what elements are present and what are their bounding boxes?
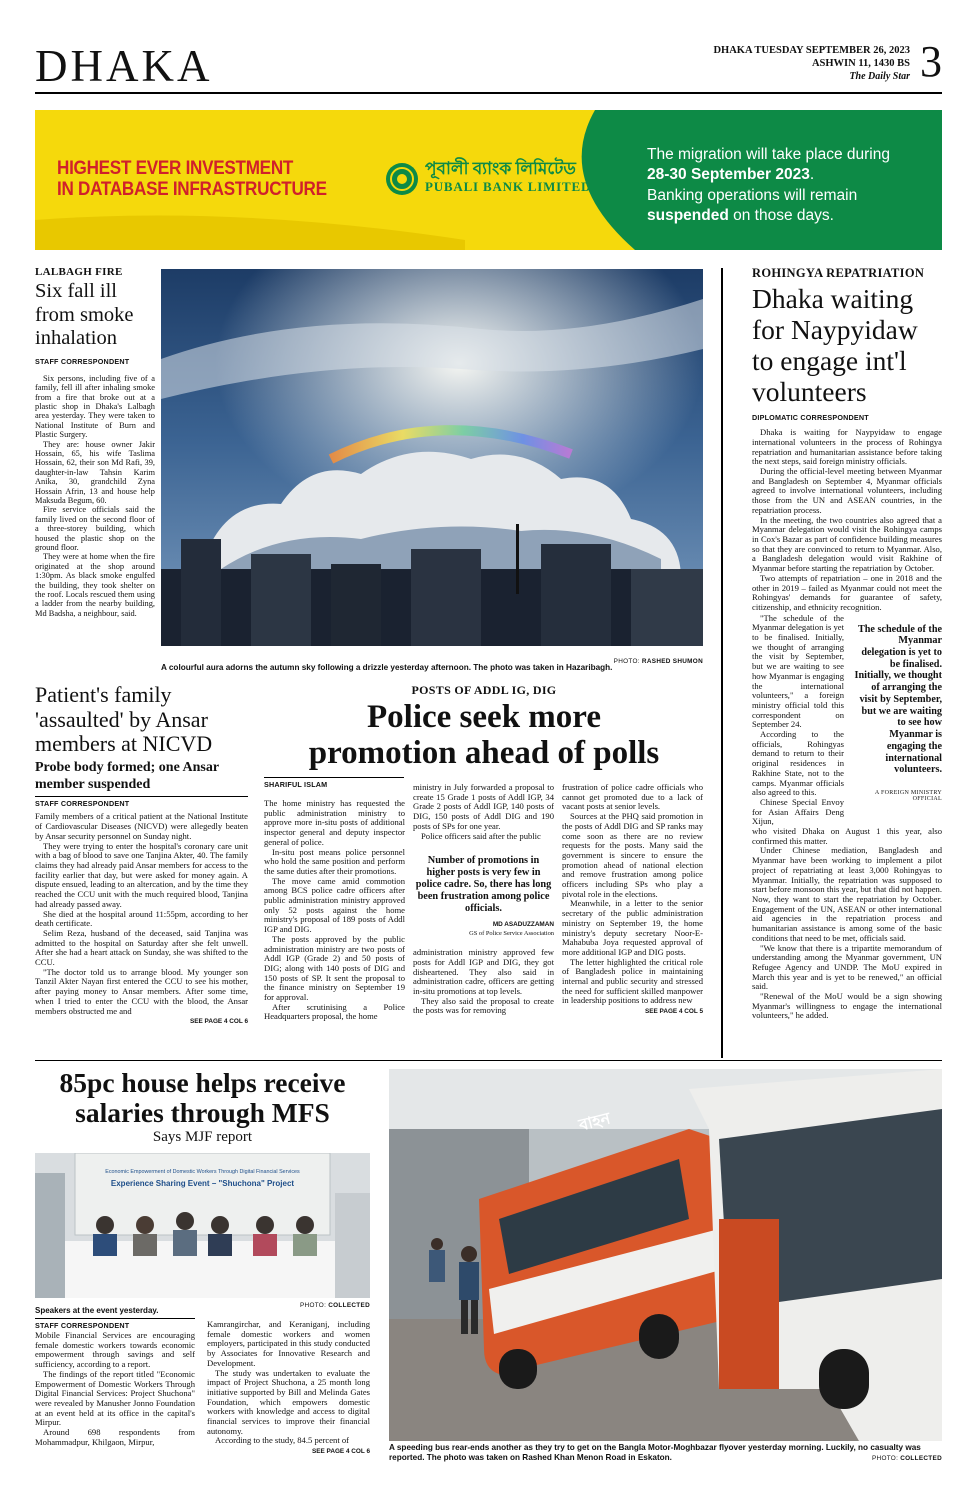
bank-advertisement[interactable] xyxy=(35,110,942,250)
paragraph: Mobile Financial Services are encouraging female domestic workers towards economic empowerment through savings and self sufficiency, according to a report. xyxy=(35,1330,195,1370)
paragraph: Six persons, including five of a family, fell ill after inhaling smoke from a fire that broke out at a plastic shop in Dhaka's Lalbagh area yesterday. They were taken to National Institute of Burn and Plastic Surgery. xyxy=(35,373,155,440)
story-kicker: POSTS OF ADDL IG, DIG xyxy=(411,683,557,697)
credit-name: COLLECTED xyxy=(328,1302,370,1309)
bank-name-bengali: পূবালী ব্যাংক লিমিটেড xyxy=(425,159,576,178)
continued-note[interactable]: SEE PAGE 4 COL 5 xyxy=(644,1008,703,1016)
police-story xyxy=(264,683,704,793)
section-title: DHAKA xyxy=(35,41,213,91)
bank-name xyxy=(425,160,591,195)
paragraph: "We know that there is a tripartite memorandum of understanding among the Myanmar government, UN Refugee Agency and UNDP. The MoU expired in March this year and is yet to be renewed," an official said. xyxy=(752,942,942,992)
paragraph: In the meeting, the two countries also agreed that a Myanmar delegation would visit the Rohingya camps in Cox's Bazar as part of confidence building measures so that they are convinced to return to Myanmar. Also, a Bangladesh delegation would visit Rakhine of Myanmar before starting the repatriation by October. xyxy=(752,514,942,574)
story-kicker: LALBAGH FIRE xyxy=(35,266,123,278)
credit-name: COLLECTED xyxy=(900,1454,942,1462)
story-kicker: ROHINGYA REPATRIATION xyxy=(752,266,925,280)
story-body-bottom xyxy=(752,827,942,1021)
masthead xyxy=(35,37,942,91)
bus-name: বাহন xyxy=(577,1110,613,1135)
story-headline: Dhaka waiting for Naypyidaw to engage int'l volunteers xyxy=(752,283,918,408)
nicvd-story xyxy=(35,683,248,1025)
col-text xyxy=(562,783,703,1006)
paragraph: In-situ post means police personnel who hold the same position and perform the same duties after their promotions. xyxy=(264,846,405,876)
photo-caption: A colourful aura adorns the autumn sky following a drizzle yesterday afternoon. The photo was taken in Hazaribagh. xyxy=(161,663,613,672)
story-headline xyxy=(35,1068,370,1127)
pull-quote-attribution: A FOREIGN MINISTRY OFFICIAL xyxy=(874,789,942,802)
story-byline: STAFF CORRESPONDENT xyxy=(35,796,248,808)
bank-logo xyxy=(385,162,419,196)
photo-caption: A speeding bus rear-ends another as they try to get on the Bangla Motor-Moghbazar flyover yesterday morning. Luckily, no casualty was reported. The photo was taken on Rashed Khan Menon Road in Eskaton. xyxy=(389,1443,921,1463)
story-headline: Patient's family 'assaulted' by Ansar members at NICVD xyxy=(35,682,213,757)
story-byline: STAFF CORRESPONDENT xyxy=(35,356,130,366)
police-col-1 xyxy=(264,799,405,1022)
paragraph: The letter highlighted the critical role of Bangladesh police in maintaining internal and public security and stressed the need for sufficient skilled manpower in leadership positions to address new xyxy=(562,956,703,1006)
ad-headline-line-2: IN DATABASE INFRASTRUCTURE xyxy=(57,179,327,201)
ad-message-3: on those days. xyxy=(728,207,834,225)
credit-name: RASHED SHUMON xyxy=(641,658,703,665)
quote-text: Number of promotions in higher posts is very few in police cadre. So, there has long been frustration among police officials. xyxy=(415,855,552,915)
page-number: 3 xyxy=(920,37,942,86)
story-byline: STAFF CORRESPONDENT xyxy=(35,1318,195,1330)
col-text-top xyxy=(413,783,554,841)
paragraph: Fire service officials said the family lived on the second floor of a three-storey building, which housed the plastic shop on the ground floor. xyxy=(35,505,155,552)
quote-role: GS of Police Service Association xyxy=(469,929,554,937)
paragraph: After scrutinising a Police Headquarters proposal, the home xyxy=(264,1001,405,1022)
ad-headline xyxy=(57,158,327,201)
credit-label: PHOTO: xyxy=(871,1454,899,1462)
event-banner xyxy=(85,1169,320,1189)
continued-note[interactable]: SEE PAGE 4 COL 6 xyxy=(311,1448,370,1456)
paragraph: The findings of the report titled "Economic Empowerment of Domestic Workers Through Digital Financial Services: Project Shuchona" were revealed by Manusher Jonno Foundation at an event held at its office in the capital's Mirpur. xyxy=(35,1368,195,1428)
banner-line-2: Experience Sharing Event – "Shuchona" Project xyxy=(110,1179,295,1189)
ad-message-dates: 28-30 September 2023 xyxy=(647,166,810,184)
paragraph: They are: house owner Jakir Hossain, 65, his wife Taslima Hossain, 62, their son Md Rafi, 39, daughter-in-law Tahsin Karim Anika, 30, grandchild Zyna Hossain Afrin, 13 and house help Maksuda Begum, 60. xyxy=(35,439,155,505)
col-text-bottom xyxy=(413,948,554,1016)
photo-caption: Speakers at the event yesterday. xyxy=(35,1306,159,1315)
paragraph: Under Chinese mediation, Bangladesh and Myanmar have been working to implement a pilot project of repatriating at least 3,000 Rohingyas to Myanmar. Initially, the repatriation was supposed to start before monsoon this year, but that did not happen. Now, they want to start the repatriation by October. Engagement of the UN, ASEAN or other international aid agencies in the repatriation process and humanitarian assistance is among some of the basic conditions that need to be met, officials said. xyxy=(752,845,942,943)
story-subhead: Probe body formed; one Ansar member suspended xyxy=(35,759,219,792)
bank-name-english: PUBALI BANK LIMITED xyxy=(425,178,592,194)
story-byline: DIPLOMATIC CORRESPONDENT xyxy=(752,413,869,423)
credit-label: PHOTO: xyxy=(613,658,640,665)
story-body-mid xyxy=(752,614,844,827)
mfs-col-1 xyxy=(35,1331,195,1447)
quote-name: MD ASADUZZAMAN xyxy=(492,921,554,929)
sky-photo-caption-row xyxy=(161,657,703,675)
police-col-3 xyxy=(562,783,703,1015)
paragraph: The home ministry has requested the public administration ministry to approve more in-situ posts of additional inspector general and deputy inspector general of police. xyxy=(264,798,405,847)
ad-message-2: Banking operations will remain xyxy=(647,186,858,204)
paragraph: The move came amid commotion among BCS police cadre officers after public administration ministry approved only 52 posts against the home ministry's proposal of 189 posts of Addl IGP and DIG. xyxy=(264,875,405,935)
bus-photo xyxy=(389,1069,942,1441)
story-headline: Six fall ill from smoke inhalation xyxy=(35,280,134,350)
ad-message-1: The migration will take place during xyxy=(647,146,890,163)
mfs-story xyxy=(35,1068,370,1146)
ad-message-suspended: suspended xyxy=(647,207,729,225)
paragraph: "The schedule of the Myanmar delegation is yet to be finalised. Initially, we thought of arranging the visit by September, but we are waiting to see how Myanmar is engaging the international volunteers," a foreign ministry official told this correspondent on September 24. xyxy=(752,612,844,730)
paragraph: Chinese Special Envoy for Asian Affairs Deng Xijun, xyxy=(752,796,844,827)
story-subhead: Says MJF report xyxy=(152,1129,253,1146)
sky-photo xyxy=(161,269,703,646)
story-body xyxy=(35,374,155,619)
pull-quote xyxy=(852,614,942,827)
bus-photo-image xyxy=(389,1069,942,1441)
section-rule xyxy=(35,1060,942,1061)
continued-note[interactable]: SEE PAGE 4 COL 6 xyxy=(189,1018,248,1026)
paragraph: "Renewal of the MoU would be a sign showing Myanmar's willingness to engage the international volunteers," he added. xyxy=(752,991,942,1021)
lalbagh-story xyxy=(35,266,155,618)
paragraph: Sources at the PHQ said promotion in the posts of Addl DIG and SP ranks may come soon as there are no review requests for the posts. Many said the government is sincere to ensure the promotion ahead of national election and remove frustration among police officers including SPs who play a pivotal role in the elections. xyxy=(562,811,703,899)
story-byline: SHARIFUL ISLAM xyxy=(264,777,404,789)
story-body-top xyxy=(752,428,942,612)
paragraph: frustration of police cadre officials who cannot get promoted due to a lack of vacant posts at senior levels. xyxy=(562,782,703,812)
event-photo-caption-row xyxy=(35,1300,370,1318)
headline-line-2: promotion ahead of polls xyxy=(308,734,660,771)
paragraph: Dhaka is waiting for Naypyidaw to engage international volunteers in the process of Rohingya repatriation and humanitarian assistance before taking the next steps, said foreign ministry officials. xyxy=(752,427,942,467)
bengali-date: ASHWIN 11, 1430 BS xyxy=(811,58,910,70)
headline-line-1: Police seek more xyxy=(367,699,601,735)
paragraph: Around 698 respondents from Mohammadpur, Khilgaon, Mirpur, xyxy=(35,1427,195,1447)
paragraph: ministry in July forwarded a proposal to create 15 Grade 1 posts of Addl IGP, 34 Grade 2 posts of Addl IGP, 140 posts of DIG, 150 posts of Addl DIG and 190 posts of SPs for one year. xyxy=(413,782,554,831)
headline-line-2: salaries through MFS xyxy=(75,1096,330,1128)
dateline: DHAKA TUESDAY SEPTEMBER 26, 2023 xyxy=(713,45,910,56)
paragraph: Kamrangirchar, and Keraniganj, including female domestic workers and women employers, participated in this study conducted by Associates for Innovative Research and Development. xyxy=(207,1319,370,1368)
story-body xyxy=(35,812,248,1016)
paragraph: According to the officials, Rohingyas demand to return to their original residences in Rakhine State, not to the camps. Myanmar officials also agreed to this. xyxy=(752,729,844,798)
sky-photo-image xyxy=(161,269,703,646)
paragraph: Selim Reza, husband of the deceased, said Tanjina was admitted to the hospital on Saturday after she felt unwell. After she had a heart attack on Sunday, she was shifted to the CCU. xyxy=(35,927,248,968)
bank-emblem-icon xyxy=(385,162,419,196)
headline-line-1: 85pc house helps receive xyxy=(59,1067,346,1098)
ad-headline-line-1: HIGHEST EVER INVESTMENT xyxy=(57,158,294,179)
masthead-rule xyxy=(35,92,942,94)
paragraph: Family members of a critical patient at the National Institute of Cardiovascular Diseases (NICVD) were allegedly beaten by Ansar security personnel on Sunday night. xyxy=(35,811,248,841)
mfs-col-2 xyxy=(207,1320,370,1455)
banner-line-1: Economic Empowerment of Domestic Workers Through Digital Financial Services xyxy=(105,1169,300,1175)
paragraph: She died at the hospital around 11:55pm, according to her death certificate. xyxy=(35,908,248,929)
photo-credit xyxy=(614,658,703,665)
col-text xyxy=(207,1320,370,1446)
ad-message: The migration will take place during 28-30 September 2023. Banking operations will remain suspended on those days. xyxy=(647,146,890,225)
bus-photo-caption-row xyxy=(389,1443,942,1462)
police-quote xyxy=(413,855,554,938)
paper-name: The Daily Star xyxy=(849,70,910,82)
rohingya-story xyxy=(752,266,942,1021)
pull-quote-text: The schedule of the Myanmar delegation is yet to be finalised. Initially, we thought of arranging the visit by September, but we are waiting to see how Myanmar is engaging the international volunteers. xyxy=(854,623,942,776)
column-rule xyxy=(721,268,723,1058)
paragraph: administration ministry approved few posts for Addl IGP and DIG, they got disheartened. They also said in administration cadre, officers are getting in-situ promotions at top levels. xyxy=(413,947,554,996)
photo-credit xyxy=(300,1302,370,1309)
paragraph: Two attempts of repatriation – one in 2018 and the other in 2019 – failed as Myanmar could not meet the Rohingyas' demands for guarantee of safety, citizenship, and ethnicity recognition. xyxy=(752,572,942,612)
paragraph: They also said the proposal to create the posts was for removing xyxy=(413,995,554,1016)
paragraph: The posts approved by the public administration ministry are two posts of Addl IGP (Grade 2) and 50 posts of DIG; along with 140 posts of DIG and 150 posts of SP. It sent the proposal to the finance ministry on September 19 for approval. xyxy=(264,933,405,1003)
story-headline xyxy=(264,700,704,771)
paragraph: Police officers said after the public xyxy=(421,830,541,841)
paragraph: The study was undertaken to evaluate the impact of Project Shuchona, a 25 month long initiative supported by Bill and Melinda Gates Foundation, which empowers domestic workers with knowledge and access to digital financial services to improve their financial autonomy. xyxy=(207,1367,370,1436)
paragraph: According to the study, 84.5 percent of xyxy=(215,1435,350,1446)
paragraph: During the official-level meeting between Myanmar and Bangladesh on September 4, Myanmar officials agreed to involve international volunteers, including those from the UN and ASEAN countries, in the repatriation process. xyxy=(752,466,942,515)
paragraph: who visited Dhaka on August 1 this year, also confirmed this matter. xyxy=(752,826,942,846)
credit-label: PHOTO: xyxy=(299,1302,327,1309)
event-photo xyxy=(35,1153,370,1298)
paragraph: They were trying to enter the hospital's coronary care unit with a bag of blood to save one Tanjina Akter, 40. The family claims they had already paid Ansar members for access to the facility earlier that day, but were asked for money again. A dispute ensued, leading to an altercation, and by the time they reached the CCU unit with the much required blood, Tanjina had already passed away. xyxy=(35,840,248,909)
quote-attribution xyxy=(413,921,554,938)
dateline-block xyxy=(713,44,910,84)
police-col-2 xyxy=(413,783,554,1016)
paragraph: They were at home when the fire originated at the shop around 1:30pm. As black smoke engulfed the building, they took shelter on the roof. Locals rescued them using a ladder from the nearby building, Md Badsha, a neighbour, said. xyxy=(35,552,155,618)
paragraph: "The doctor told us to arrange blood. My younger son Tanzil Akter Nayan first entered the CCU to see his mother, after paying money to Ansar members. After some time, when I tried to enter the CCU with the blood, the Ansar members obstructed me and xyxy=(35,966,248,1016)
paragraph: Meanwhile, in a letter to the senior secretary of the public administration ministry on September 19, the home ministry's deputy secretary Noor-E-Mahabuba Joya requested approval of more additional IGP and DIG posts. xyxy=(562,898,703,957)
